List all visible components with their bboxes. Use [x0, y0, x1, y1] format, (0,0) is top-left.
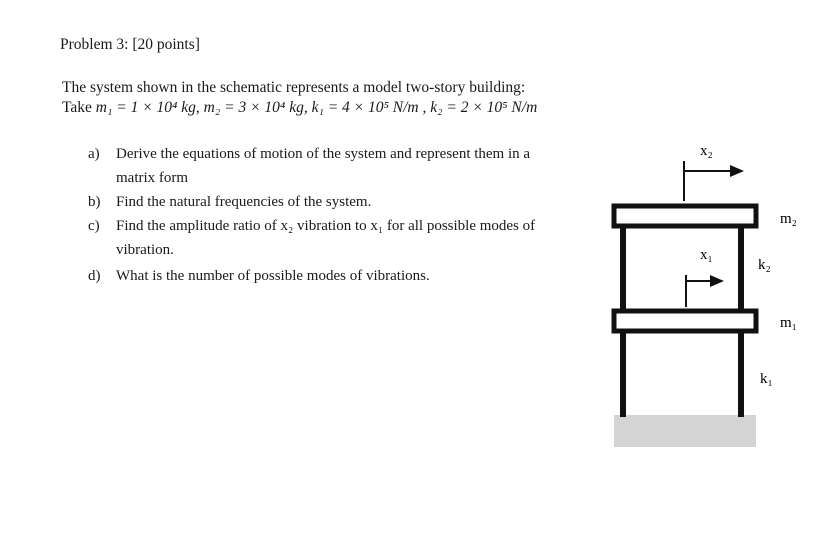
problem-intro [62, 78, 537, 118]
x1-label: x₁ [700, 247, 713, 263]
floor-m2 [614, 206, 756, 226]
column-lower-right [738, 331, 744, 417]
x1-arrow-head [710, 275, 724, 287]
column-lower-left [620, 331, 626, 417]
question-item-d [88, 264, 568, 288]
k1-label: k₁ [760, 371, 773, 387]
x2-label: x₂ [700, 143, 713, 159]
question-item-a [88, 142, 568, 190]
intro-take-label: Take [62, 99, 96, 116]
k2-label: k₂ [758, 257, 771, 273]
question-list [88, 142, 568, 288]
question-text: Derive the equations of motion of the system and represent them in a matrix form [116, 146, 531, 186]
question-text: Find the amplitude ratio of x₂ vibration to x₁ for all possible modes of vibration. [116, 218, 536, 258]
problem-heading: Problem 3: [20 points] [60, 36, 200, 53]
question-label: c) [88, 218, 100, 234]
column-upper-left [620, 226, 626, 311]
question-text: Find the natural frequencies of the system. [116, 194, 372, 210]
m1-label: m₁ [780, 315, 797, 331]
question-item-c [88, 214, 568, 262]
m2-label: m₂ [780, 211, 797, 227]
question-label: a) [88, 146, 100, 162]
building-schematic [600, 135, 830, 455]
question-text: What is the number of possible modes of vibrations. [116, 268, 430, 284]
intro-given-values: m₁ = 1 × 10⁴ kg, m₂ = 3 × 10⁴ kg, k₁ = 4 × 10⁵ N/m , k₂ = 2 × 10⁵ N/m [95, 99, 538, 116]
floor-m1 [614, 311, 756, 331]
question-label: b) [88, 194, 101, 210]
question-label: d) [88, 268, 101, 284]
x2-arrow-head [730, 165, 744, 177]
question-item-b [88, 190, 568, 214]
intro-line-2 [62, 98, 537, 118]
column-upper-right [738, 226, 744, 311]
ground-base [614, 415, 756, 447]
intro-line-1: The system shown in the schematic represents a model two-story building: [62, 79, 526, 96]
